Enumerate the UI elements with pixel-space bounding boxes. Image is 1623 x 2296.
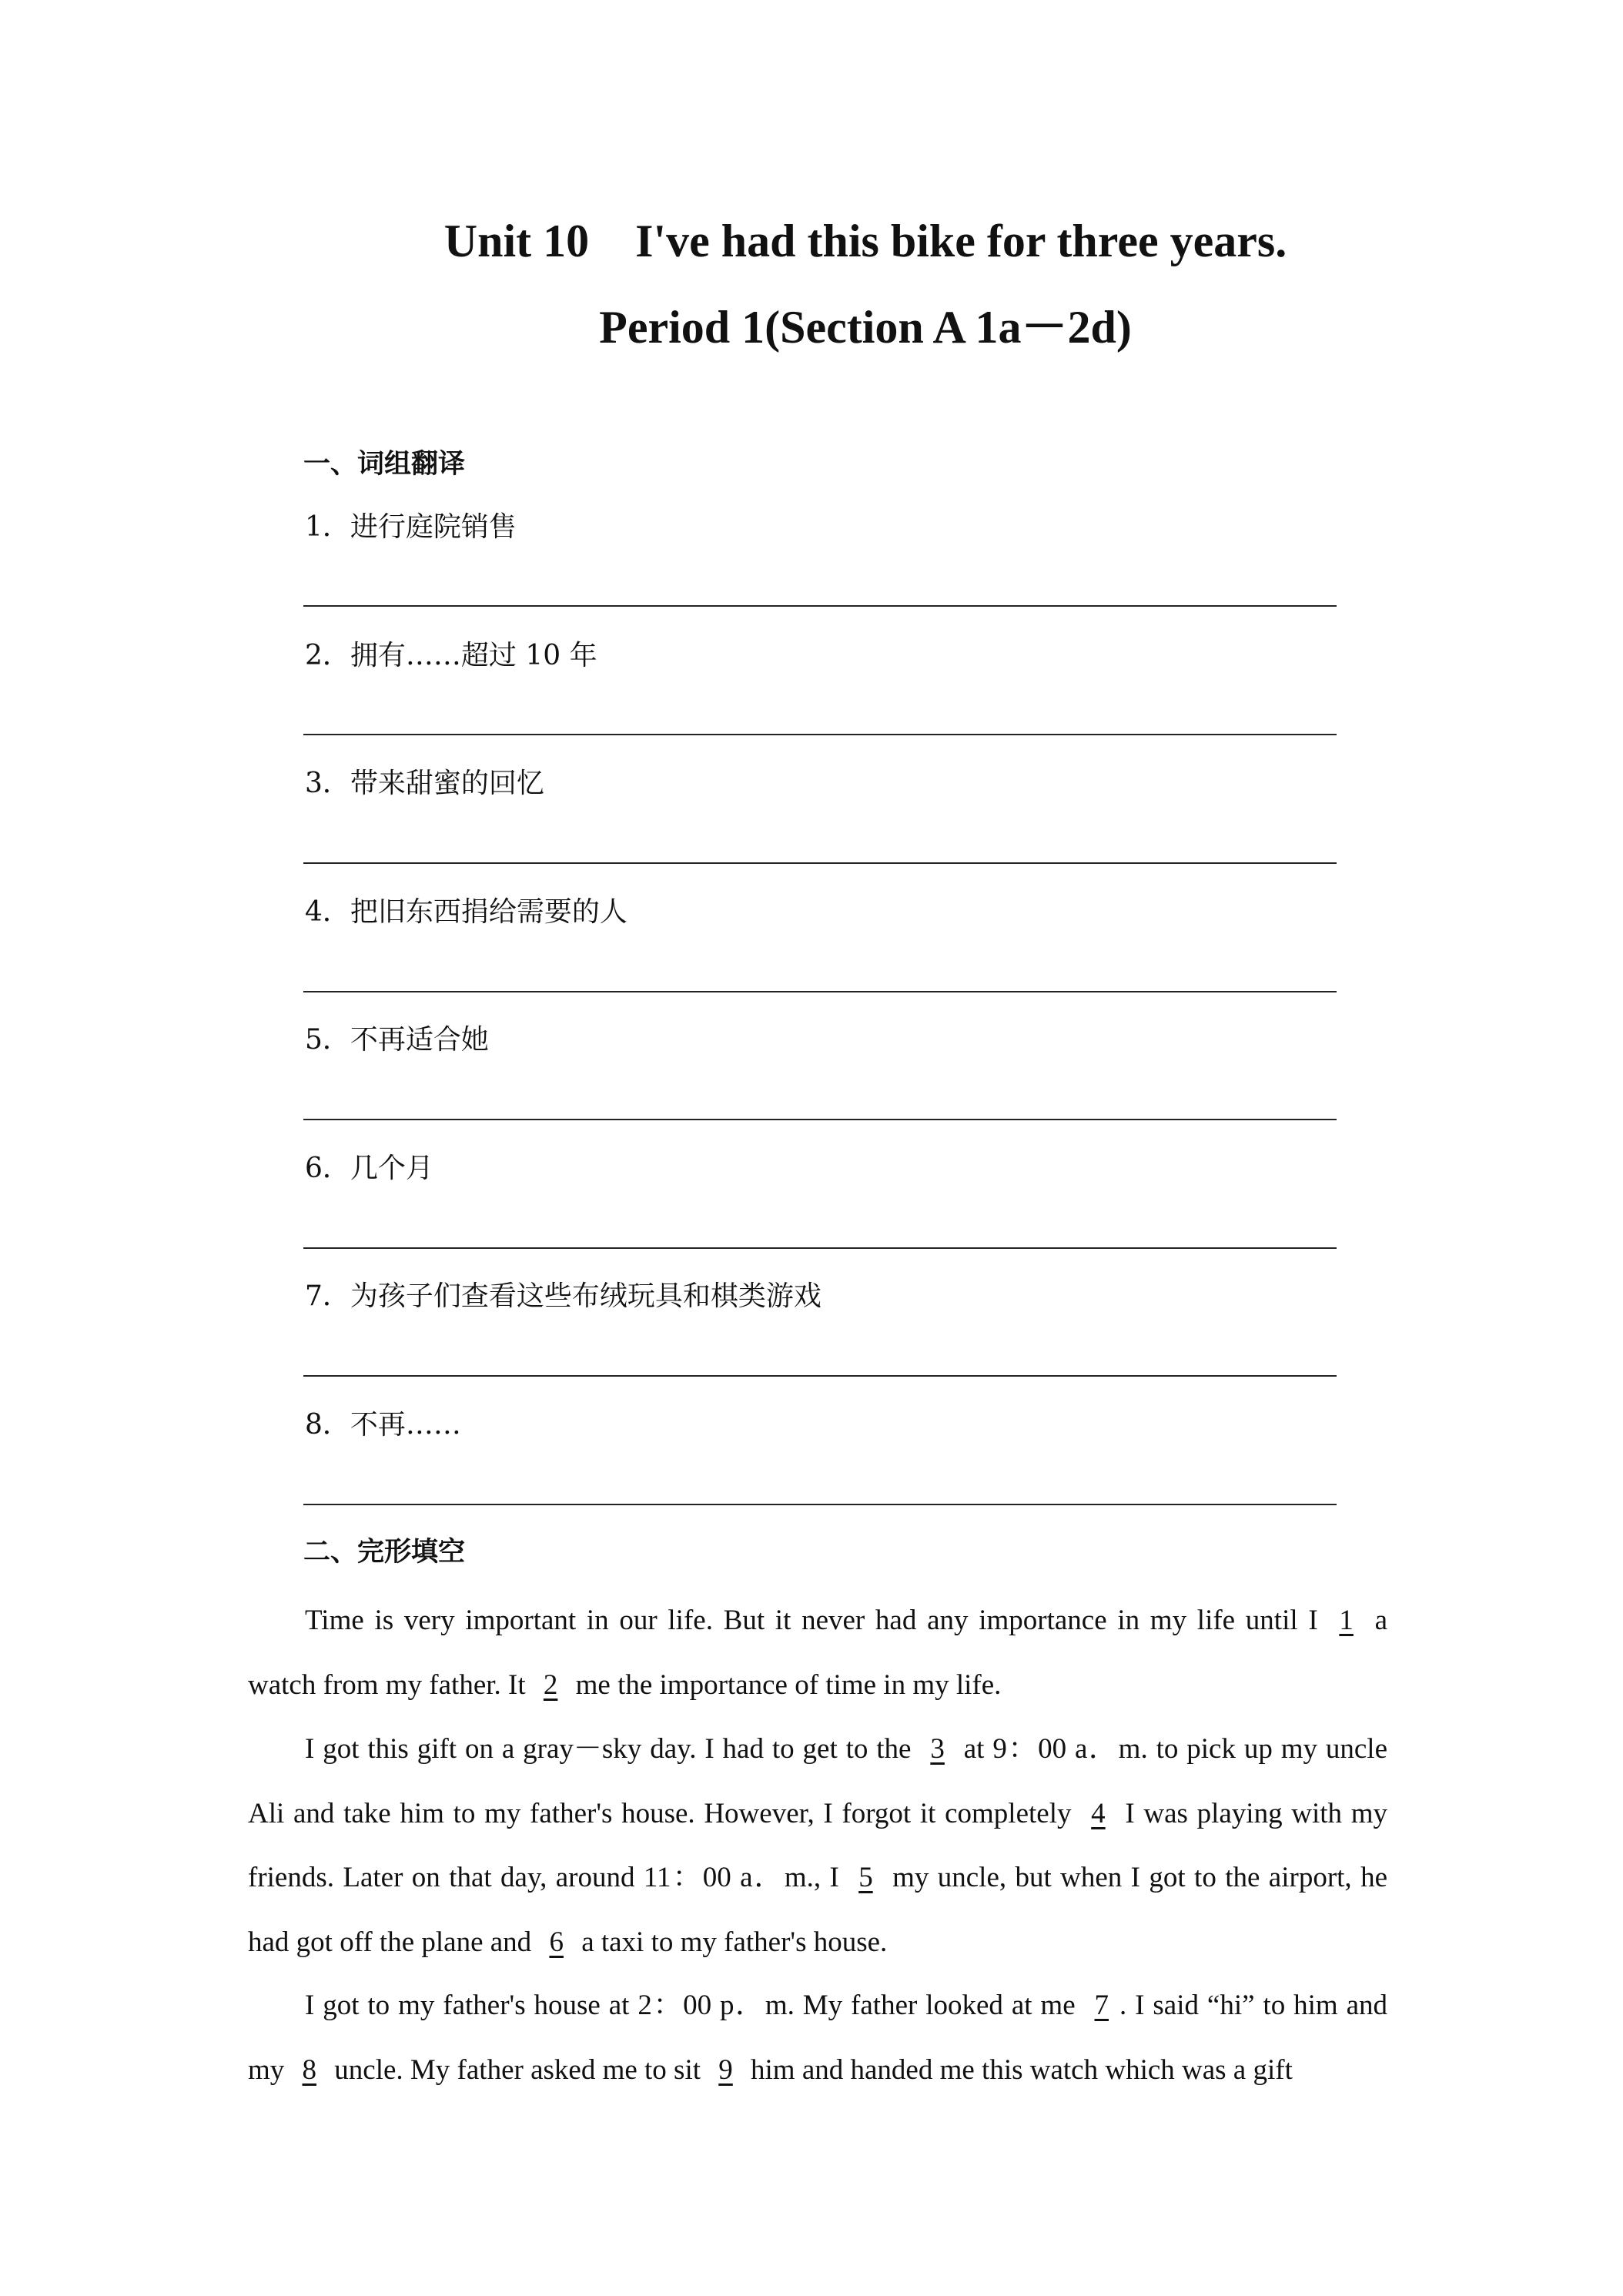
answer-line-8[interactable] [303,1504,1337,1505]
cloze-blank-6[interactable]: 6 [549,1926,564,1958]
translation-item-1: 1．进行庭院销售 [305,511,517,543]
answer-line-5[interactable] [303,1119,1337,1120]
answer-line-2[interactable] [303,734,1337,735]
cloze-blank-4[interactable]: 4 [1091,1797,1106,1829]
answer-line-4[interactable] [303,991,1337,992]
cloze-blank-5[interactable]: 5 [858,1862,873,1893]
cloze-blank-2[interactable]: 2 [543,1668,558,1701]
translation-item-5: 5．不再适合她 [305,1024,489,1056]
translation-item-6: 6．几个月 [305,1153,433,1184]
translation-item-3: 3．带来甜蜜的回忆 [305,768,544,799]
answer-line-1[interactable] [303,605,1337,607]
answer-line-7[interactable] [303,1375,1337,1377]
cloze-blank-1[interactable]: 1 [1339,1605,1354,1636]
cloze-paragraph-1: Time is very important in our life. But it never had any importance in my life until I 1 a watch from my father. It 2 me the importance of time in my life. [248,1588,1387,1717]
page-subtitle: Period 1(Section A 1a－2d) [599,302,1132,353]
cloze-blank-9[interactable]: 9 [718,2053,733,2086]
cloze-blank-8[interactable]: 8 [302,2053,317,2086]
answer-line-3[interactable] [303,862,1337,864]
cloze-paragraph-3: I got to my father's house at 2：00 p．m. My father looked at me 7 . I said “hi” to him and my 8 uncle. My father asked me to sit 9 him and handed me this watch which was a gift [248,1973,1387,2102]
cloze-blank-3[interactable]: 3 [930,1733,945,1765]
translation-item-8: 8．不再…… [305,1409,461,1441]
page-title: Unit 10 I've had this bike for three years. [443,216,1287,266]
section-heading-cloze: 二、完形填空 [303,1537,466,1568]
answer-line-6[interactable] [303,1247,1337,1249]
cloze-blank-7[interactable]: 7 [1094,1990,1109,2021]
translation-item-7: 7．为孩子们查看这些布绒玩具和棋类游戏 [305,1280,822,1312]
cloze-paragraph-2: I got this gift on a gray－sky day. I had to get to the 3 at 9：00 a．m. to pick up my uncle Ali and take him to my father's house. However, I forgot it completely 4 I was playing with my friends. Later on that day, around 11：00 a．m., I 5 my uncle, but when I got to the airport, he had got off the plane and 6 a taxi to my father's house. [248,1717,1387,1974]
translation-item-2: 2．拥有……超过 10 年 [305,640,597,671]
section-heading-translation: 一、词组翻译 [303,449,466,480]
translation-item-4: 4．把旧东西捐给需要的人 [305,896,627,928]
